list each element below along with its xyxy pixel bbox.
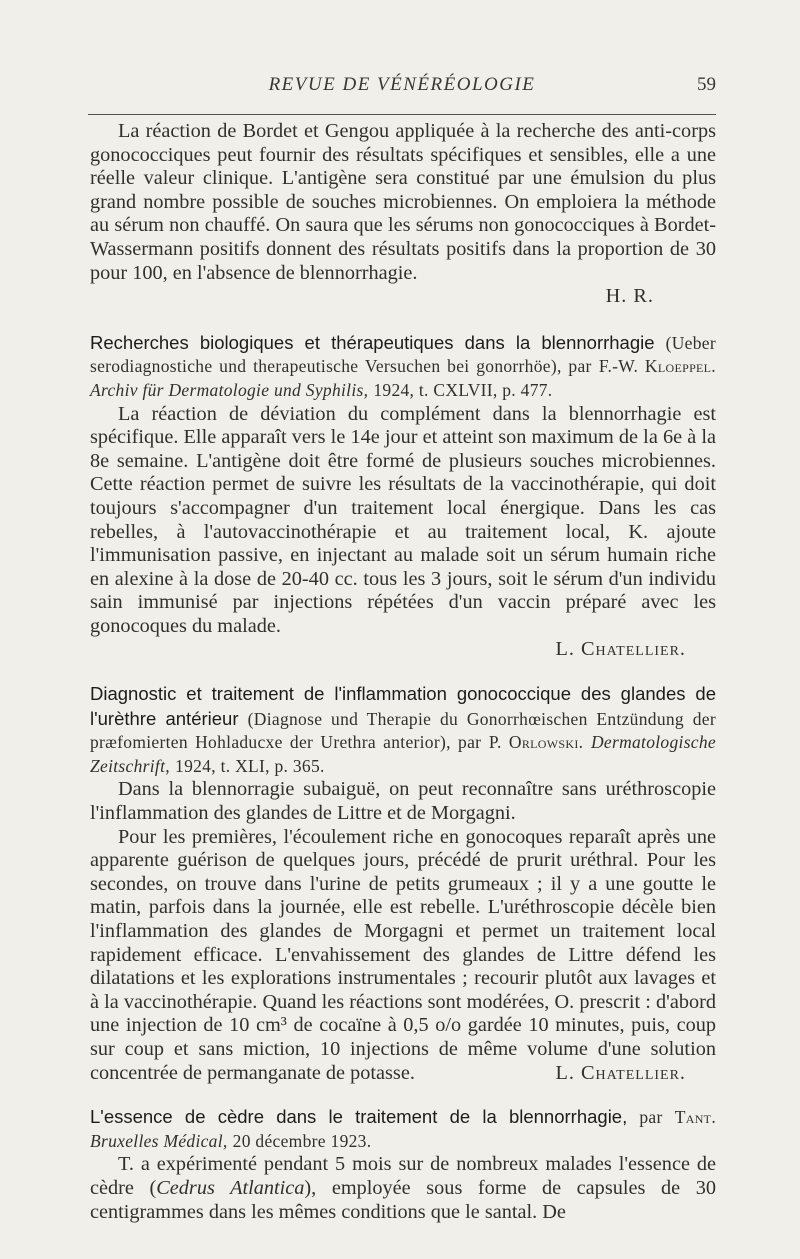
article-title: Diagnostic et traitement de l'inflammation gonococcique des glandes de l'urèthre antérieur xyxy=(90,683,716,729)
article-entry xyxy=(90,682,716,1085)
running-head: REVUE DE VÉNÉRÉOLOGIE xyxy=(268,74,536,95)
intro-signature: H. R. xyxy=(605,285,654,308)
article-entry xyxy=(90,1105,716,1224)
article-author: Tant. xyxy=(674,1107,716,1128)
article-signature: L. Chatellier. xyxy=(555,1061,686,1084)
page-header xyxy=(88,74,716,104)
article-signature: L. Chatellier. xyxy=(555,638,686,661)
article-title: L'essence de cèdre dans le traitement de la blennorrhagie, xyxy=(90,1106,628,1128)
article-author: P. Orlowski. xyxy=(488,732,584,753)
article-by: par xyxy=(639,1107,663,1128)
document-body xyxy=(90,120,716,1224)
article-original-title: (Diagnose und Therapie du Gonorrhœischen Entzündung der præfomierten Hohladucxe der Urethra anterior), par xyxy=(90,708,716,753)
article-heading xyxy=(90,331,716,403)
article-author: F.-W. Kloeppel. xyxy=(598,356,716,377)
article-heading xyxy=(90,682,716,778)
article-paragraph: Dans la blennorragie subaiguë, on peut reconnaître sans uréthroscopie l'inflammation des glandes de Littre et de Morgagni. xyxy=(90,778,716,825)
article-journal: Bruxelles Médical, xyxy=(90,1130,228,1151)
page-number: 59 xyxy=(697,74,716,95)
article-paragraph: T. a expérimenté pendant 5 mois sur de nombreux malades l'essence de cèdre (Cedrus Atlantica), employée sous forme de capsules de 30 centigrammes dans les mêmes conditions que le santal. De xyxy=(90,1153,716,1223)
article-journal: Archiv für Dermatologie und Syphilis, xyxy=(90,379,369,400)
article-citation: 1924, t. CXLVII, p. 477. xyxy=(373,379,553,400)
article-citation: 1924, t. XLI, p. 365. xyxy=(175,755,325,776)
article-paragraph: Pour les premières, l'écoulement riche en gonocoques reparaît après une apparente guérison de quelques jours, précédé de prurit uréthral. Pour les secondes, on trouve dans l'urine de petits grumeaux ; il y a une goutte le matin, parfois dans la journée, elle est rebelle. L'uréthroscopie décèle bien l'inflammation des glandes de Morgagni et permet un traitement local rapidement efficace. L'envahissement des glandes de Littre défend les dilatations et les explorations instrumentales ; recourir plutôt aux lavages et à la vaccinothérapie. Quand les réactions sont modérées, O. prescrit : d'abord une injection de 10 cm³ de cocaïne à 0,5 o/o gardée 10 minutes, puis, coup sur coup et sans miction, 10 injections de même volume d'une solution concentrée de permanganate de potasse. xyxy=(90,825,716,1084)
header-rule xyxy=(88,114,716,115)
article-paragraph: La réaction de déviation du complément dans la blennorrhagie est spécifique. Elle apparaît vers le 14e jour et atteint son maximum de la 6e à la 8e semaine. L'antigène doit être formé de plusieurs souches microbiennes. Cette réaction permet de suivre les résultats de la vaccinothérapie, qui doit toujours s'accompagner d'un traitement local énergique. Dans les cas rebelles, à l'autovaccinothérapie et au traitement local, K. ajoute l'immunisation passive, en injectant au malade soit un sérum humain riche en alexine à la dose de 20-40 cc. tous les 3 jours, soit le sérum d'un individu sain immunisé par injections répétées d'un vaccin préparé avec les gonocoques du malade. xyxy=(90,402,716,637)
article-original-title: (Ueber serodiagnostiche und therapeutische Versuchen bei gonorrhöe), par xyxy=(90,332,716,377)
article-heading xyxy=(90,1105,716,1153)
intro-paragraph: La réaction de Bordet et Gengou appliquée à la recherche des anti-corps gonococciques peut fournir des résultats spécifiques et sensibles, elle a une réelle valeur clinique. L'antigène sera constitué par une émulsion du plus grand nombre possible de souches microbiennes. On emploiera la méthode au sérum non chauffé. On saura que les sérums non gonococciques à Bordet-Wassermann positifs donnent des résultats positifs dans la proportion de 30 pour 100, en l'absence de blennorrhagie. xyxy=(90,120,716,284)
article-journal: Dermatologische Zeitschrift, xyxy=(90,732,716,776)
article-citation: 20 décembre 1923. xyxy=(232,1130,372,1151)
article-title: Recherches biologiques et thérapeutiques dans la blennorrhagie xyxy=(90,331,655,353)
article-entry xyxy=(90,331,716,662)
